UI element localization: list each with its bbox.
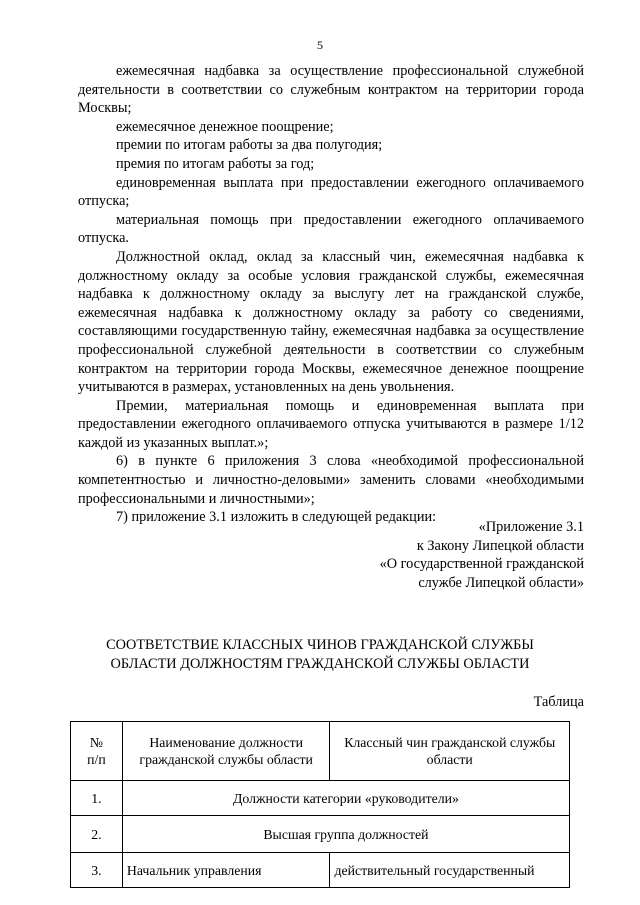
table-row xyxy=(71,853,570,888)
header-text: области xyxy=(426,752,473,767)
table-row xyxy=(71,781,570,816)
ranks-table xyxy=(70,721,570,888)
header-rank xyxy=(330,722,570,781)
row-position: Начальник управления xyxy=(122,853,330,888)
header-text: № xyxy=(89,735,104,750)
paragraph: Премии, материальная помощь и единовременная выплата при предоставлении ежегодного оплачиваемого отпуска учитываются в размере 1/12 каждой из указанных выплат.»; xyxy=(78,397,584,451)
row-merged: Должности категории «руководители» xyxy=(122,781,569,816)
header-num xyxy=(71,722,123,781)
row-num: 3. xyxy=(71,853,123,888)
paragraph: единовременная выплата при предоставлении ежегодного оплачиваемого отпуска; xyxy=(78,174,584,210)
row-num: 1. xyxy=(71,781,123,816)
row-merged: Высшая группа должностей xyxy=(122,816,569,853)
table-label: Таблица xyxy=(533,694,584,710)
paragraph: Должностной оклад, оклад за классный чин, ежемесячная надбавка к должностному окладу за особые условия гражданской службы, ежемесячная надбавка к должностному окладу за выслугу лет на гражданской службе, ежемесячная надбавка к должностному окладу за работу со сведениями, составляющими государственную тайну, ежемесячная надбавка за осуществление профессиональной служебной деятельности в соответствии со служебным контрактом на территории города Москвы, ежемесячное денежное поощрение учитываются в размерах, установленных на день увольнения. xyxy=(78,248,584,396)
appendix-line: «О государственной гражданской xyxy=(379,556,584,573)
paragraph: 7) приложение 3.1 изложить в следующей редакции: xyxy=(116,509,437,526)
page-number: 5 xyxy=(317,38,323,52)
paragraph: ежемесячная надбавка за осуществление профессиональной служебной деятельности в соответствии со служебным контрактом на территории города Москвы; xyxy=(78,63,584,117)
paragraph: премия по итогам работы за год; xyxy=(116,155,315,172)
paragraph: 6) в пункте 6 приложения 3 слова «необходимой профессиональной компетентностью и личностно-деловыми» заменить словами «необходимыми профессиональными и личностными»; xyxy=(78,453,584,507)
title-line: СООТВЕТСТВИЕ КЛАССНЫХ ЧИНОВ ГРАЖДАНСКОЙ СЛУЖБЫ xyxy=(106,637,534,653)
header-text: Наименование должности xyxy=(149,735,304,750)
appendix-line: к Закону Липецкой области xyxy=(416,537,584,554)
table-title xyxy=(78,636,562,673)
paragraph: материальная помощь при предоставлении ежегодного оплачиваемого отпуска. xyxy=(78,211,584,247)
header-text: Классный чин гражданской службы xyxy=(344,735,556,750)
appendix-line: «Приложение 3.1 xyxy=(478,519,584,535)
paragraph: премии по итогам работы за два полугодия; xyxy=(116,137,383,154)
body-text xyxy=(78,62,584,527)
appendix-line: службе Липецкой области» xyxy=(418,574,584,591)
header-text: гражданской службы области xyxy=(139,752,313,767)
appendix-reference xyxy=(380,518,584,592)
header-position xyxy=(122,722,330,781)
title-line: ОБЛАСТИ ДОЛЖНОСТЯМ ГРАЖДАНСКОЙ СЛУЖБЫ ОБЛАСТИ xyxy=(110,655,530,672)
paragraph: ежемесячное денежное поощрение; xyxy=(116,118,334,135)
row-num: 2. xyxy=(71,816,123,853)
header-text: п/п xyxy=(87,752,106,767)
table-header-row xyxy=(71,722,570,781)
row-rank: действительный государственный xyxy=(330,853,570,888)
table-row xyxy=(71,816,570,853)
